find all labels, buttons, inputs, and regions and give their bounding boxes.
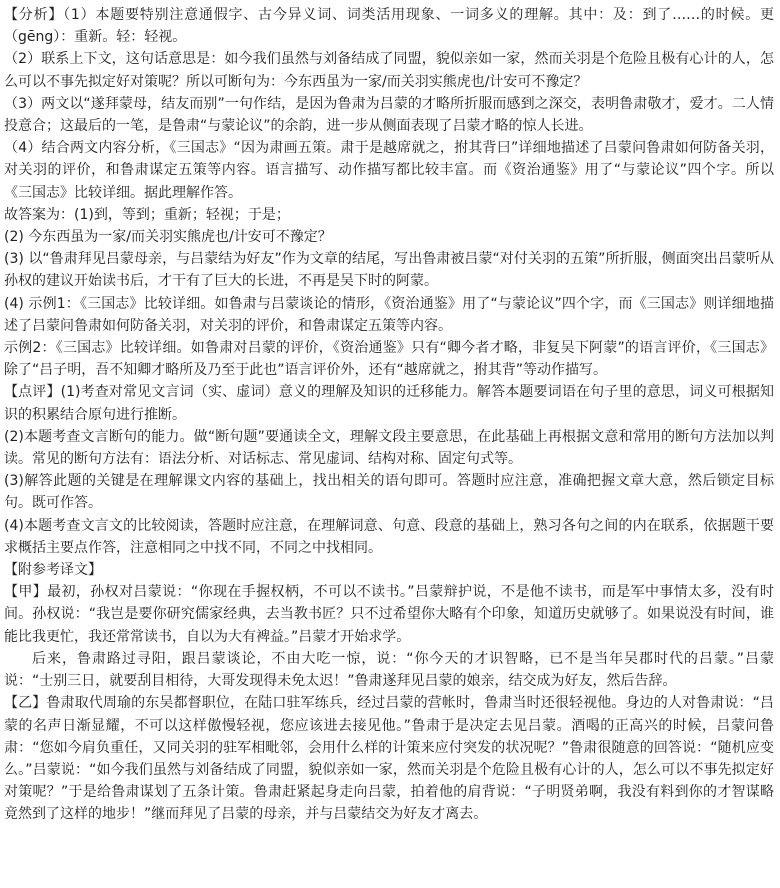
translation-jia-paragraph-2: 后来，鲁肃路过寻阳，跟吕蒙谈论，不由大吃一惊，说：“你今天的才识智略，已不是当年吴郡时代的吕蒙。”吕蒙说：“士别三日，就要刮目相待，大哥发现得未免太迟！”鲁肃遂拜见吕蒙的娘亲，结交成为好友，然后告辞。 xyxy=(4,650,774,690)
answer-line-3: (3) 以“鲁肃拜见吕蒙母亲，与吕蒙结为好友”作为文章的结尾，写出鲁肃被吕蒙“对付关羽的五策”所折服，侧面突出吕蒙听从孙权的建议开始读书后，才干有了巨大的长进，不再是吴下时的阿蒙。 xyxy=(4,251,774,290)
answer-line-2: (2) 今东西虽为一家/而关羽实熊虎也/计安可不豫定？ xyxy=(4,229,332,246)
translation-yi-paragraph: 【乙】鲁肃取代周瑜的东吴都督职位，在陆口驻军练兵，经过吕蒙的营帐时，鲁肃当时还很轻视他。身边的人对鲁肃说：“吕蒙的名声日渐显耀，不可以这样傲慢轻视，您应该进去接见他。”鲁肃于是决定去见吕蒙。酒喝的正高兴的时候，吕蒙问鲁肃：“您如今肩负重任，又同关羽的驻军相毗邻，会用什么样的计策来应付突发的状况呢？”鲁肃很随意的回答说：“随机应变么。”吕蒙说：“如今我们虽然与刘备结成了同盟，貌似亲如一家，然而关羽是个危险且极有心计的人，怎么可以不事先拟定好对策呢？”于是给鲁肃谋划了五条计策。鲁肃赶紧起身走向吕蒙，拍着他的肩背说：“子明贤弟啊，我没有料到你的才智谋略竟然到了这样的地步！”继而拜见了吕蒙的母亲，并与吕蒙结交为好友才离去。 xyxy=(4,695,774,823)
answer-line-4-example-1: (4) 示例1：《三国志》比较详细。如鲁肃与吕蒙谈论的情形，《资治通鉴》用了“与蒙论议”四个字，而《三国志》则详细地描述了吕蒙问鲁肃如何防备关羽，对关羽的评价，和鲁肃谋定五策等内容。 xyxy=(4,295,774,334)
comment-paragraph-4: (4)本题考查文言文的比较阅读，答题时应注意，在理解词意、句意、段意的基础上，熟习各句之间的内在联系，依据题干要求概括主要点作答，注意相同之中找不同，不同之中找相同。 xyxy=(4,517,774,556)
analysis-paragraph-1: 【分析】（1）本题要特别注意通假字、古今异义词、词类活用现象、一词多义的理解。其中：及：到了……的时候。更（gēng）：重新。轻：轻视。 xyxy=(4,7,774,46)
answer-line-4-example-2: 示例2：《三国志》比较详细。如鲁肃对吕蒙的评价，《资治通鉴》只有“卿今者才略，非复吴下阿蒙”的语言评价，《三国志》除了“吕子明，吾不知卿才略所及乃至于此也”语言评价外，还有“越席就之，拊其背”等动作描写。 xyxy=(4,340,774,379)
analysis-paragraph-2: （2）联系上下文，这句话意思是：如今我们虽然与刘备结成了同盟，貌似亲如一家，然而关羽是个危险且极有心计的人，怎么可以不事先拟定好对策呢？所以可断句为：今东西虽为一家/而关羽实熊虎也/计安可不豫定？ xyxy=(4,51,774,90)
translation-jia-paragraph-1: 【甲】最初，孙权对吕蒙说：“你现在手握权柄，不可以不读书。”吕蒙辩护说，不是他不读书，而是军中事情太多，没有时间。孙权说：“我岂是要你研究儒家经典，去当教书匠？只不过希望你大略有个印象，知道历史就够了。如果说没有时间，谁能比我更忙，我还常常读书，自以为大有裨益。”吕蒙才开始求学。 xyxy=(4,584,774,645)
comment-paragraph-3: (3)解答此题的关键是在理解课文内容的基础上，找出相关的语句即可。答题时应注意，准确把握文章大意，然后锁定目标句。既可作答。 xyxy=(4,473,774,512)
analysis-paragraph-3: （3）两文以“遂拜蒙母，结友而别”一句作结，是因为鲁肃为吕蒙的才略所折服而感到之深交，表明鲁肃敬才，爱才。二人情投意合；这最后的一笔，是鲁肃“与蒙论议”的余韵，进一步从侧面表现了吕蒙才略的惊人长进。 xyxy=(4,95,774,135)
comment-paragraph-1: 【点评】(1)考查对常见文言词（实、虚词）意义的理解及知识的迁移能力。解答本题要词语在句子里的意思，词义可根据知识的积累结合原句进行推断。 xyxy=(4,384,774,423)
comment-paragraph-2: (2)本题考查文言断句的能力。做“断句题”要通读全文，理解文段主要意思，在此基础上再根据文意和常用的断句方法加以判读。常见的断句方法有：语法分析、对话标志、常见虚词、结构对称、固定句式等。 xyxy=(4,428,774,468)
analysis-paragraph-4: （4）结合两文内容分析，《三国志》“因为肃画五策。肃于是越席就之，拊其背曰”详细地描述了吕蒙问鲁肃如何防备关羽，对关羽的评价，和鲁肃谋定五策等内容。语言描写、动作描写都比较丰富。而《资治通鉴》用了“与蒙论议”四个字。所以《三国志》比较详细。据此理解作答。 xyxy=(4,140,774,201)
answer-line-1: 故答案为：(1)到，等到；重新；轻视；于是； xyxy=(4,206,290,223)
translation-heading: 【附参考译文】 xyxy=(4,562,102,579)
